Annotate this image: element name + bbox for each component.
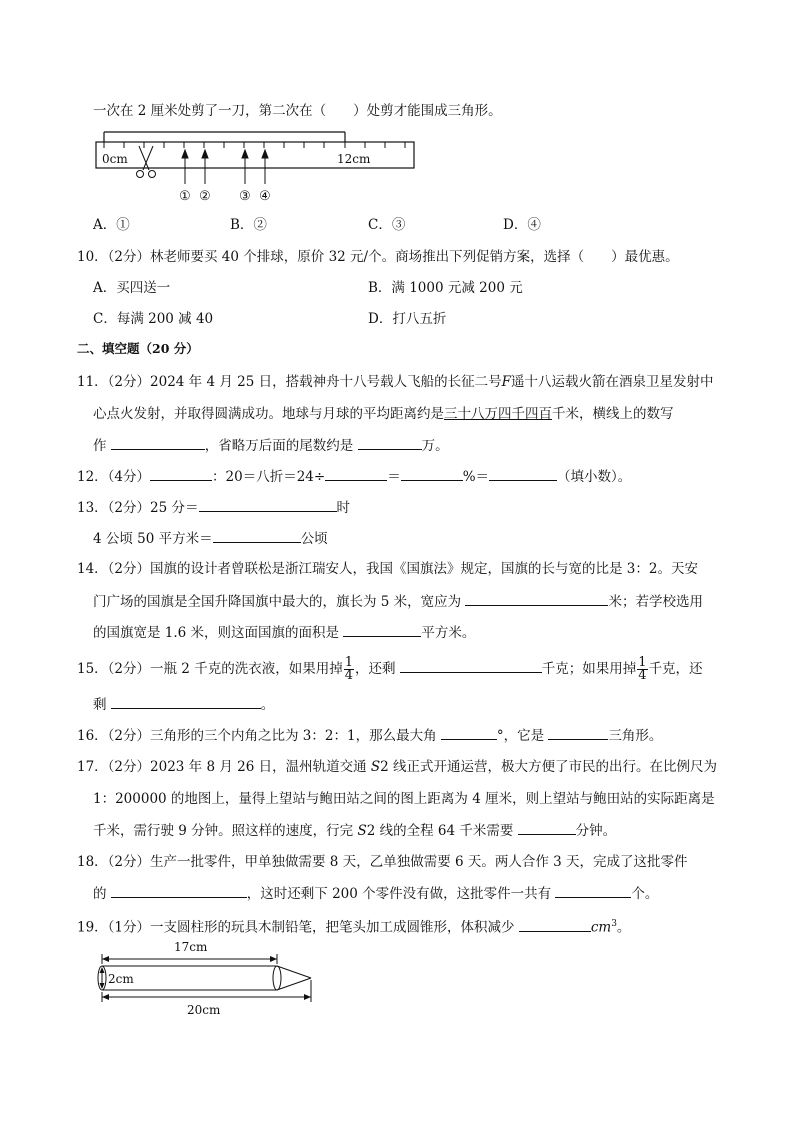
q13-line2 — [93, 528, 328, 549]
q15-line1 — [77, 652, 703, 686]
q13-blank-2[interactable] — [213, 528, 301, 543]
dim-top-label: 17cm — [174, 940, 208, 954]
q10-option-d[interactable]: D．打八五折 — [368, 311, 447, 327]
section-fill-blank-title: 二、填空题（20 分） — [77, 341, 199, 356]
q17-text-1a: 17．（2分）2023 年 8 月 26 日，温州轨道交通 — [77, 759, 371, 775]
q11-text-1a: 11．（2分）2024 年 4 月 25 日，搭载神舟十八号载人飞船的长征二号 — [77, 374, 502, 390]
q11-text-3c: 万。 — [421, 438, 449, 454]
pencil-cone-base — [273, 966, 281, 990]
q11-line1 — [77, 372, 713, 392]
ruler-twelve-label: 12cm — [337, 152, 371, 166]
q19-blank-1[interactable] — [519, 917, 591, 932]
q14-line1: 14．（2分）国旗的设计者曾联松是浙江瑞安人，我国《国旗法》规定，国旗的长与宽的比是 3：2。天安 — [77, 561, 698, 577]
scissors-icon — [137, 146, 156, 178]
pencil-figure — [94, 938, 324, 1018]
q12-text-d: %＝ — [462, 469, 490, 485]
q16-text-c: 三角形。 — [608, 728, 663, 744]
ruler-zero-label: 0cm — [102, 152, 128, 166]
ruler-figure — [95, 128, 425, 208]
q11-line2 — [93, 404, 674, 424]
q12-text-e: （填小数）。 — [557, 469, 632, 485]
q9-stem: 一次在 2 厘米处剪了一刀，第二次在（ ）处剪才能围成三角形。 — [93, 103, 502, 119]
q12-text-c: ＝ — [387, 469, 401, 485]
q13-text-d: 公顷 — [300, 531, 328, 547]
q15-text-d: 千克，还 — [648, 661, 703, 677]
q16-line — [77, 725, 662, 746]
q18-blank-2[interactable] — [555, 883, 631, 898]
q18-text-2b: ，这时还剩下 200 个零件没有做，这批零件一共有 — [246, 886, 556, 902]
q18-line1: 18．（2分）生产一批零件，甲单独做需要 8 天，乙单独做需要 6 天。两人合作 3 天，完成了这批零件 — [77, 854, 688, 870]
q19-unit-exponent: 3 — [611, 919, 617, 929]
q12-text-a: 12．（4分） — [77, 469, 151, 485]
q12-blank-2[interactable] — [325, 466, 387, 481]
q15-fraction-1: $\frac{1}{4}$ — [344, 655, 353, 683]
q14-text-2b: 米；若学校选用 — [608, 594, 703, 610]
dim-bottom-label: 20cm — [187, 1003, 221, 1017]
q19-line — [77, 914, 630, 938]
q14-text-2a: 门广场的国旗是全国升降国旗中最大的，旗长为 5 米，宽应为 — [93, 594, 466, 610]
q15-text-a: 15．（2分）一瓶 2 千克的洗衣液，如果用掉 — [77, 661, 343, 677]
q17-s-2: S — [357, 823, 367, 839]
q16-text-b: °，它是 — [496, 728, 549, 744]
q9-option-b[interactable]: B．② — [230, 217, 267, 233]
q19-text-a: 19．（1分）一支圆柱形的玩具木制铅笔，把笔头加工成圆锥形，体积减少 — [77, 919, 519, 936]
q16-text-a: 16．（2分）三角形的三个内角之比为 3：2：1，那么最大角 — [77, 728, 441, 744]
marker-2: ② — [199, 189, 211, 204]
q14-text-3b: 平方米。 — [421, 625, 476, 641]
q11-text-2a: 心点火发射，并取得圆满成功。地球与月球的平均距离约是 — [93, 406, 444, 422]
q12-blank-1[interactable] — [150, 466, 212, 481]
q14-text-3a: 的国旗宽是 1.6 米，则这面国旗的面积是 — [93, 625, 344, 641]
q13-line1 — [77, 497, 350, 518]
q13-blank-1[interactable] — [199, 497, 337, 512]
q11-blank-1[interactable] — [111, 435, 205, 450]
q13-text-a: 13．（2分）25 分＝ — [77, 500, 199, 516]
q15-text-e: 剩 — [93, 697, 111, 713]
q11-text-2b: 千米，横线上的数写 — [552, 406, 674, 422]
q9-option-c[interactable]: C．③ — [368, 217, 406, 233]
q11-line3 — [93, 435, 449, 456]
q11-f: F — [501, 374, 511, 390]
q17-s-1: S — [370, 759, 381, 775]
q11-underlined-number: 三十八万四千四百 — [444, 406, 552, 422]
q12-blank-3[interactable] — [401, 466, 463, 481]
q17-text-3c: 分钟。 — [575, 823, 617, 839]
q11-text-3a: 作 — [93, 438, 111, 454]
q15-fraction-2: $\frac{1}{4}$ — [638, 655, 647, 683]
q12-line — [77, 466, 631, 487]
q15-text-f: 。 — [260, 697, 275, 713]
marker-4: ④ — [259, 189, 271, 204]
q16-blank-2[interactable] — [548, 725, 608, 740]
q13-text-c: 4 公顷 50 平方米＝ — [93, 531, 213, 547]
dim-left-label: 2cm — [108, 972, 134, 986]
q10-option-c[interactable]: C．每满 200 减 40 — [93, 311, 214, 327]
q11-text-3b: ，省略万后面的尾数约是 — [204, 438, 358, 454]
q15-line2 — [93, 694, 274, 715]
q10-option-a[interactable]: A．买四送一 — [93, 280, 171, 296]
q18-line2 — [93, 883, 658, 904]
q15-blank-1[interactable] — [400, 658, 542, 673]
q17-line1 — [77, 757, 717, 777]
marker-1: ① — [179, 189, 191, 204]
q17-text-3a: 千米，需行驶 9 分钟。照这样的速度，行完 — [93, 823, 358, 839]
q10-stem: 10．（2分）林老师要买 40 个排球，原价 32 元/个。商场推出下列促销方案，选择（ ）最优惠。 — [77, 249, 679, 265]
q13-text-b: 时 — [336, 500, 350, 516]
q17-text-3b: 2 线的全程 64 千米需要 — [366, 823, 518, 839]
q11-text-1b: 遥十八运载火箭在酒泉卫星发射中 — [510, 374, 714, 390]
q14-line2 — [93, 591, 703, 612]
q15-text-c: 千克；如果用掉 — [541, 661, 637, 677]
q14-line3 — [93, 622, 475, 643]
q17-blank-1[interactable] — [518, 820, 576, 835]
q11-blank-2[interactable] — [358, 435, 422, 450]
q16-blank-1[interactable] — [441, 725, 497, 740]
q14-blank-2[interactable] — [343, 622, 421, 637]
ruler-ticks — [104, 142, 405, 148]
marker-arrows — [182, 150, 268, 184]
q19-unit: cm — [590, 919, 612, 936]
q17-line2: 1：200000 的地图上，量得上望站与鲍田站之间的图上距离为 4 厘米，则上望站与鲍田站的实际距离是 — [93, 791, 715, 807]
marker-3: ③ — [239, 189, 251, 204]
q18-text-2a: 的 — [93, 886, 111, 902]
q12-blank-4[interactable] — [489, 466, 557, 481]
q15-text-b: ，还剩 — [354, 661, 400, 677]
q10-option-b[interactable]: B．满 1000 元减 200 元 — [368, 280, 523, 296]
q18-blank-1[interactable] — [111, 883, 247, 898]
q17-line3 — [93, 820, 616, 841]
q9-option-d[interactable]: D．④ — [503, 217, 541, 233]
q9-option-a[interactable]: A．① — [93, 217, 130, 233]
q12-text-b: ：20＝八折＝24÷ — [212, 469, 326, 485]
q14-blank-1[interactable] — [465, 591, 608, 606]
q17-text-1b: 2 线正式开通运营，极大方便了市民的出行。在比例尺为 — [380, 759, 718, 775]
q15-blank-2[interactable] — [111, 694, 261, 709]
q19-text-end: 。 — [616, 919, 631, 936]
q18-text-2c: 个。 — [631, 886, 659, 902]
